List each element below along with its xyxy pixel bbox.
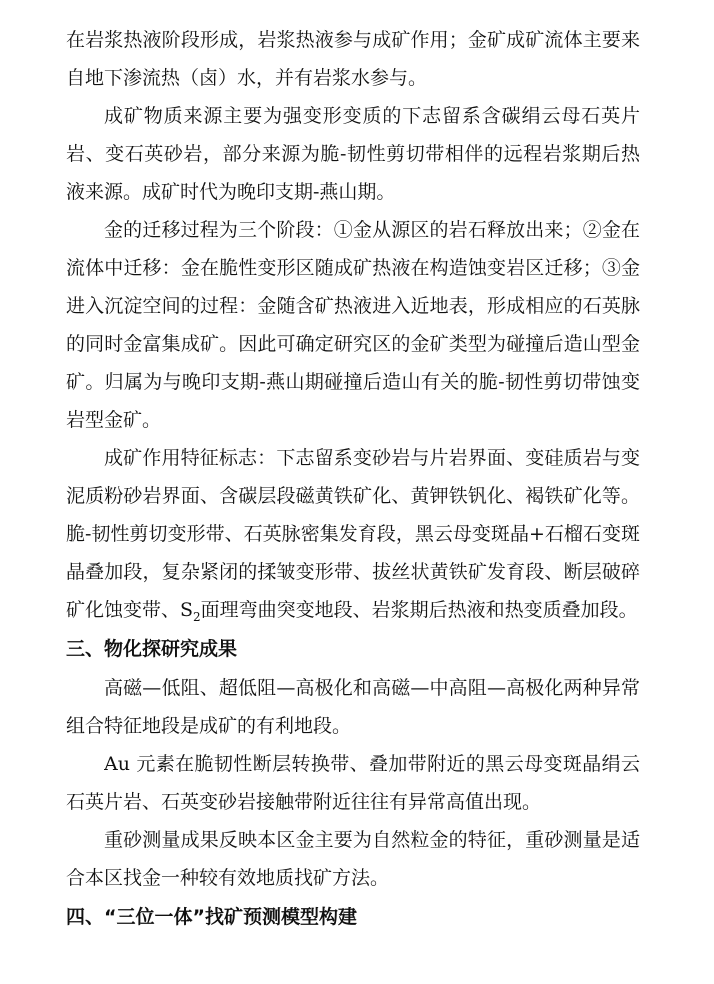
text-line: 脆-韧性剪切变形带、石英脉密集发育段，黑云母变斑晶+石榴石变斑 xyxy=(66,523,640,545)
text-segment: 面理弯曲突变地段、岩浆期后热液和热变质叠加段。 xyxy=(200,599,638,621)
subscript: 2 xyxy=(193,609,201,623)
text-line xyxy=(66,597,640,623)
text-line: 重砂测量成果反映本区金主要为自然粒金的特征，重砂测量是适 xyxy=(104,829,640,851)
text-line: 石英片岩、石英变砂岩接触带附近往往有异常高值出现。 xyxy=(66,791,542,813)
text-line: 组合特征地段是成矿的有利地段。 xyxy=(66,715,352,737)
text-line: 岩、变石英砂岩，部分来源为脆-韧性剪切带相伴的远程岩浆期后热 xyxy=(66,143,640,165)
text-line: 高磁—低阻、超低阻—高极化和高磁—中高阻—高极化两种异常 xyxy=(104,677,640,699)
text-segment: 矿化蚀变带、S xyxy=(66,599,194,621)
text-line: 流体中迁移：金在脆性变形区随成矿热液在构造蚀变岩区迁移；③金 xyxy=(66,257,640,279)
text-line: 合本区找金一种较有效地质找矿方法。 xyxy=(66,867,390,889)
text-line: Au 元素在脆韧性断层转换带、叠加带附近的黑云母变斑晶绢云 xyxy=(104,753,640,775)
text-line: 进入沉淀空间的过程：金随含矿热液进入近地表，形成相应的石英脉 xyxy=(66,295,640,317)
text-line: 成矿物质来源主要为强变形变质的下志留系含碳绢云母石英片 xyxy=(104,105,640,127)
text-line: 自地下渗流热（卤）水，并有岩浆水参与。 xyxy=(66,67,428,89)
text-line: 岩型金矿。 xyxy=(66,409,162,431)
text-line: 在岩浆热液阶段形成，岩浆热液参与成矿作用；金矿成矿流体主要来 xyxy=(66,29,640,51)
section-heading: 三、物化探研究成果 xyxy=(66,638,238,660)
text-line: 金的迁移过程为三个阶段：①金从源区的岩石释放出来；②金在 xyxy=(104,219,640,241)
text-line: 矿。归属为与晚印支期-燕山期碰撞后造山有关的脆-韧性剪切带蚀变 xyxy=(66,371,640,393)
text-line: 泥质粉砂岩界面、含碳层段磁黄铁矿化、黄钾铁钒化、褐铁矿化等。 xyxy=(66,485,640,507)
section-heading: 四、“三位一体”找矿预测模型构建 xyxy=(66,906,357,928)
text-line: 的同时金富集成矿。因此可确定研究区的金矿类型为碰撞后造山型金 xyxy=(66,333,640,355)
text-line: 晶叠加段，复杂紧闭的揉皱变形带、拔丝状黄铁矿发育段、断层破碎 xyxy=(66,561,640,583)
text-line: 成矿作用特征标志：下志留系变砂岩与片岩界面、变硅质岩与变 xyxy=(104,447,640,469)
text-line: 液来源。成矿时代为晚印支期-燕山期。 xyxy=(66,181,396,203)
